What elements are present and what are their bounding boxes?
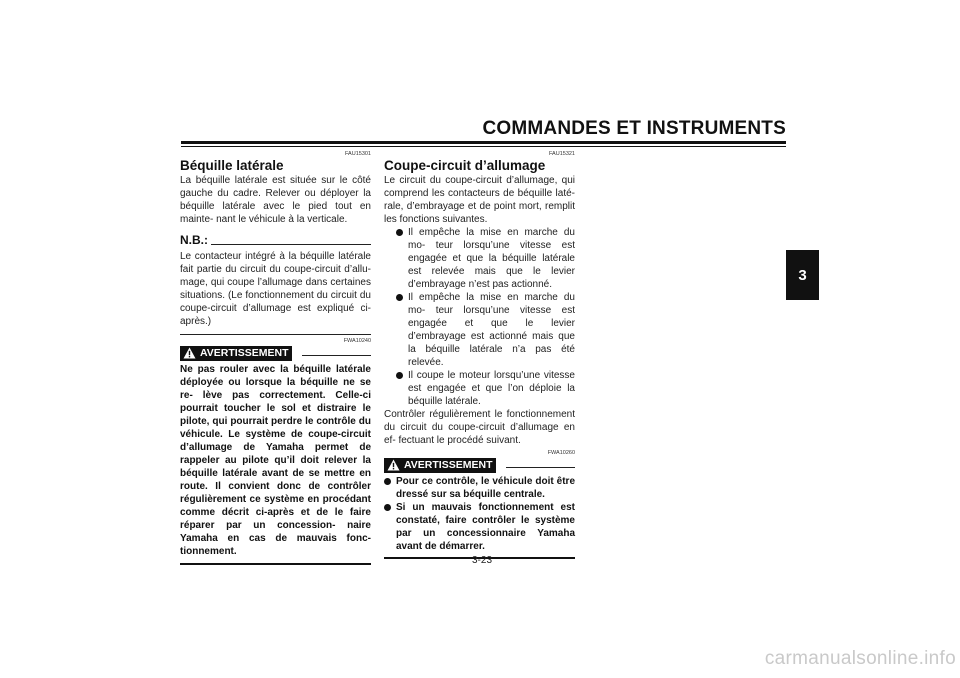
warning-badge — [384, 458, 496, 473]
watermark: carmanualsonline.info — [764, 648, 956, 669]
section-intro: Le circuit du coupe-circuit d’allumage, qui comprend les contacteurs de béquille laté- rale, d’embrayage et de point mort, remplit les fonctions suivantes. — [384, 175, 575, 225]
list-item-text: Pour ce contrôle, le véhicule doit être dressé sur sa béquille centrale. — [396, 476, 575, 500]
function-list — [384, 226, 575, 408]
page-header-title: COMMANDES ET INSTRUMENTS — [482, 118, 786, 139]
right-column — [384, 150, 575, 559]
warning-triangle-icon — [387, 459, 400, 471]
section-heading-bequille: Béquille latérale — [180, 158, 284, 173]
warning-badge — [180, 346, 292, 361]
header-rule — [181, 141, 786, 144]
section-intro: La béquille latérale est située sur le côté gauche du cadre. Relever ou déployer la béquille latérale avec le pied tout en mainte- nant le véhicule à la verticale. — [180, 175, 371, 225]
list-item — [396, 291, 575, 369]
section-outro: Contrôler régulièrement le fonctionnement du circuit du coupe-circuit d’allumage en ef- fectuant le procédé suivant. — [384, 409, 575, 446]
list-item — [384, 501, 575, 553]
note-label: N.B.: — [180, 233, 208, 247]
warning-header — [180, 345, 371, 361]
list-item-text: Il empêche la mise en marche du mo- teur lorsqu’une vitesse est engagée et que la béquille latérale est relevée mais que le levier d’embrayage n’est pas actionné. — [408, 227, 575, 290]
section-heading-coupe-circuit: Coupe-circuit d’allumage — [384, 158, 546, 173]
warning-header — [384, 457, 575, 473]
list-item-text: Il empêche la mise en marche du mo- teur lorsqu’une vitesse est engagée et que le levier d’embrayage est actionné mais que la béquille latérale n’a pas été relevée. — [408, 292, 575, 368]
note-rule — [211, 244, 371, 245]
section-code: FAU15301 — [345, 151, 371, 157]
warning-label: AVERTISSEMENT — [200, 347, 289, 359]
list-item-text: Si un mauvais fonctionnement est constaté, faire contrôler le système par un concessionnaire Yamaha avant de démarrer. — [396, 502, 575, 552]
warning-code: FWA10240 — [343, 338, 371, 344]
note-text: Le contacteur intégré à la béquille latérale fait partie du circuit du coupe-circuit d’allu- mage, qui coupe l’allumage dans certaines situations. (Le fonctionnement du circuit du coupe-circuit d’allumage est expliqué ci- après.) — [180, 251, 371, 327]
warning-rule — [302, 355, 371, 356]
warning-list — [384, 475, 575, 553]
list-item — [396, 369, 575, 408]
list-item — [396, 226, 575, 291]
warning-end-rule — [180, 563, 371, 565]
warning-code: FWA10260 — [547, 450, 575, 456]
list-item — [384, 475, 575, 501]
section-code: FAU15321 — [549, 151, 575, 157]
warning-triangle-icon — [183, 347, 196, 359]
warning-label: AVERTISSEMENT — [404, 459, 493, 471]
warning-text: Ne pas rouler avec la béquille latérale déployée ou lorsque la béquille ne se re- lève pas correctement. Celle-ci pourrait toucher le sol et distraire le pilote, qui pourrait perdre le contrôle du véhicule. Le système de coupe-circuit d’allumage de Yamaha permet de rappeler au pilote qu’il doit relever la béquille latérale avant de se mettre en route. Il convient donc de contrôler régulièrement ce système en procédant comme décrit ci-après et de le faire réparer par un concession- naire Yamaha en cas de mauvais fonc- tionnement. — [180, 364, 371, 557]
warning-rule — [506, 467, 575, 468]
page-number: 3-23 — [471, 555, 492, 566]
chapter-tab[interactable]: 3 — [786, 250, 819, 300]
left-column — [180, 150, 371, 565]
list-item-text: Il coupe le moteur lorsqu’une vitesse est engagée et que l’on déploie la béquille latérale. — [408, 370, 575, 407]
header-rule-thin — [181, 146, 786, 147]
note-end-rule — [180, 334, 371, 335]
note-header — [180, 234, 371, 247]
